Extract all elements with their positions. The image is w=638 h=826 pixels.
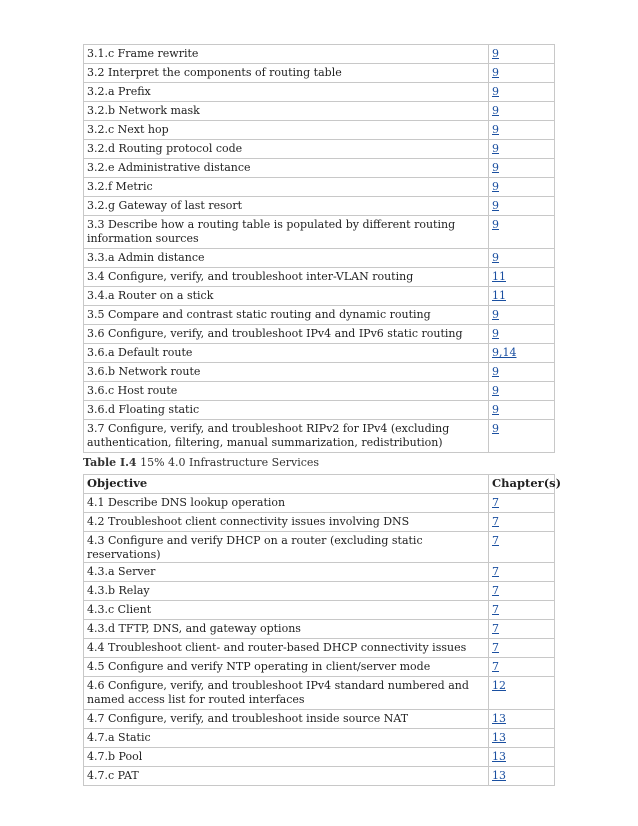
chapter-cell [489, 748, 555, 767]
objective-cell: 3.4 Configure, verify, and troubleshoot inter-VLAN routing [84, 268, 489, 287]
chapter-link[interactable]: 9 [492, 384, 499, 397]
objective-cell: 4.7.b Pool [84, 748, 489, 767]
objective-cell: 4.4 Troubleshoot client- and router-based DHCP connectivity issues [84, 639, 489, 658]
table-caption-text: 15% 4.0 Infrastructure Services [140, 456, 320, 469]
table-row [84, 268, 555, 287]
table-row [84, 363, 555, 382]
objective-cell: 3.2.f Metric [84, 178, 489, 197]
table-row [84, 658, 555, 677]
chapter-cell [489, 677, 555, 710]
chapter-link[interactable]: 9 [492, 85, 499, 98]
objectives-table-4 [83, 474, 562, 786]
chapter-link[interactable]: 9,14 [492, 346, 517, 359]
chapter-link[interactable]: 9 [492, 251, 499, 264]
table-row [84, 532, 555, 563]
chapter-cell [489, 64, 555, 83]
chapter-cell [489, 45, 555, 64]
table-row [84, 306, 555, 325]
chapter-cell [489, 325, 555, 344]
chapter-link[interactable]: 11 [492, 270, 506, 283]
chapter-cell [489, 287, 555, 306]
objective-cell: 3.6.b Network route [84, 363, 489, 382]
table-row [84, 121, 555, 140]
chapter-cell [489, 563, 555, 582]
objective-cell: 3.6.a Default route [84, 344, 489, 363]
chapter-link[interactable]: 9 [492, 308, 499, 321]
table-row [84, 83, 555, 102]
objective-cell: 3.2.a Prefix [84, 83, 489, 102]
table-row [84, 639, 555, 658]
table-row [84, 64, 555, 83]
table-row [84, 494, 555, 513]
chapter-cell [489, 639, 555, 658]
objective-cell: 4.3 Configure and verify DHCP on a router (excluding static reservations) [84, 532, 489, 563]
chapter-link[interactable]: 9 [492, 66, 499, 79]
chapter-cell [489, 268, 555, 287]
chapter-cell [489, 344, 555, 363]
chapter-link[interactable]: 9 [492, 180, 499, 193]
chapter-cell [489, 83, 555, 102]
objective-cell: 3.6.c Host route [84, 382, 489, 401]
objective-cell: 4.6 Configure, verify, and troubleshoot IPv4 standard numbered and named access list for routed interfaces [84, 677, 489, 710]
chapter-link[interactable]: 7 [492, 515, 499, 528]
table-row [84, 710, 555, 729]
table-row [84, 216, 555, 249]
chapter-cell [489, 140, 555, 159]
chapter-cell [489, 102, 555, 121]
objective-cell: 3.5 Compare and contrast static routing and dynamic routing [84, 306, 489, 325]
table-row [84, 767, 555, 786]
table-row [84, 729, 555, 748]
chapter-cell [489, 601, 555, 620]
chapter-link[interactable]: 9 [492, 161, 499, 174]
table-caption [83, 456, 319, 469]
chapter-link[interactable]: 7 [492, 641, 499, 654]
table-row [84, 287, 555, 306]
table-row [84, 513, 555, 532]
chapter-link[interactable]: 9 [492, 422, 499, 435]
objective-cell: 3.4.a Router on a stick [84, 287, 489, 306]
chapter-cell [489, 532, 555, 563]
objective-cell: 4.7.c PAT [84, 767, 489, 786]
table-row [84, 601, 555, 620]
chapter-cell [489, 620, 555, 639]
chapter-link[interactable]: 9 [492, 365, 499, 378]
table-row [84, 159, 555, 178]
chapter-cell [489, 216, 555, 249]
objective-cell: 3.6 Configure, verify, and troubleshoot IPv4 and IPv6 static routing [84, 325, 489, 344]
chapter-cell [489, 401, 555, 420]
objective-cell: 4.5 Configure and verify NTP operating in client/server mode [84, 658, 489, 677]
objective-cell: 3.2.e Administrative distance [84, 159, 489, 178]
chapter-cell [489, 159, 555, 178]
chapter-cell [489, 494, 555, 513]
objective-cell: 3.3 Describe how a routing table is populated by different routing information sources [84, 216, 489, 249]
chapter-link[interactable]: 7 [492, 565, 499, 578]
chapter-link[interactable]: 9 [492, 327, 499, 340]
chapter-link[interactable]: 7 [492, 584, 499, 597]
table-row [84, 178, 555, 197]
chapter-link[interactable]: 7 [492, 496, 499, 509]
chapter-link[interactable]: 13 [492, 712, 506, 725]
objective-cell: 3.2.g Gateway of last resort [84, 197, 489, 216]
table-caption-label: Table I.4 [83, 456, 137, 469]
chapter-cell [489, 710, 555, 729]
chapter-cell [489, 582, 555, 601]
chapter-cell [489, 729, 555, 748]
chapter-link[interactable]: 9 [492, 199, 499, 212]
table-row [84, 382, 555, 401]
objective-cell: 4.7 Configure, verify, and troubleshoot inside source NAT [84, 710, 489, 729]
table-row [84, 401, 555, 420]
table-row [84, 582, 555, 601]
chapter-link[interactable]: 7 [492, 622, 499, 635]
objective-cell: 3.2.d Routing protocol code [84, 140, 489, 159]
table-row [84, 325, 555, 344]
table-row [84, 344, 555, 363]
chapter-cell [489, 306, 555, 325]
chapter-header: Chapter(s) [489, 475, 555, 494]
objective-cell: 4.3.d TFTP, DNS, and gateway options [84, 620, 489, 639]
table-row [84, 197, 555, 216]
objective-cell: 3.2 Interpret the components of routing table [84, 64, 489, 83]
objective-cell: 3.2.b Network mask [84, 102, 489, 121]
table-row [84, 563, 555, 582]
objective-cell: 4.7.a Static [84, 729, 489, 748]
chapter-link[interactable]: 9 [492, 104, 499, 117]
table-row [84, 45, 555, 64]
chapter-cell [489, 767, 555, 786]
table-row [84, 620, 555, 639]
chapter-link[interactable]: 13 [492, 769, 506, 782]
chapter-link[interactable]: 7 [492, 603, 499, 616]
objective-cell: 3.7 Configure, verify, and troubleshoot RIPv2 for IPv4 (excluding authentication, filtering, manual summarization, redistribution) [84, 420, 489, 453]
table-row [84, 102, 555, 121]
table-row [84, 249, 555, 268]
objective-cell: 3.1.c Frame rewrite [84, 45, 489, 64]
objective-cell: 3.6.d Floating static [84, 401, 489, 420]
chapter-link[interactable]: 9 [492, 123, 499, 136]
objective-cell: 3.2.c Next hop [84, 121, 489, 140]
chapter-cell [489, 121, 555, 140]
objective-header: Objective [84, 475, 489, 494]
objective-cell: 4.3.c Client [84, 601, 489, 620]
chapter-cell [489, 249, 555, 268]
chapter-link[interactable]: 7 [492, 534, 499, 547]
table-row [84, 748, 555, 767]
chapter-cell [489, 513, 555, 532]
chapter-cell [489, 178, 555, 197]
chapter-link[interactable]: 7 [492, 660, 499, 673]
chapter-cell [489, 382, 555, 401]
chapter-link[interactable]: 12 [492, 679, 506, 692]
chapter-link[interactable]: 11 [492, 289, 506, 302]
chapter-link[interactable]: 13 [492, 731, 506, 744]
chapter-cell [489, 197, 555, 216]
objective-cell: 4.3.b Relay [84, 582, 489, 601]
table-row [84, 420, 555, 453]
objective-cell: 4.1 Describe DNS lookup operation [84, 494, 489, 513]
objectives-table-3 [83, 44, 555, 453]
objective-cell: 3.3.a Admin distance [84, 249, 489, 268]
chapter-cell [489, 420, 555, 453]
objective-cell: 4.2 Troubleshoot client connectivity issues involving DNS [84, 513, 489, 532]
table-row [84, 677, 555, 710]
objective-cell: 4.3.a Server [84, 563, 489, 582]
table-row [84, 140, 555, 159]
chapter-link[interactable]: 9 [492, 142, 499, 155]
chapter-cell [489, 658, 555, 677]
chapter-link[interactable]: 9 [492, 403, 499, 416]
chapter-link[interactable]: 9 [492, 47, 499, 60]
chapter-link[interactable]: 13 [492, 750, 506, 763]
chapter-link[interactable]: 9 [492, 218, 499, 231]
chapter-cell [489, 363, 555, 382]
table-header-row [84, 475, 555, 494]
